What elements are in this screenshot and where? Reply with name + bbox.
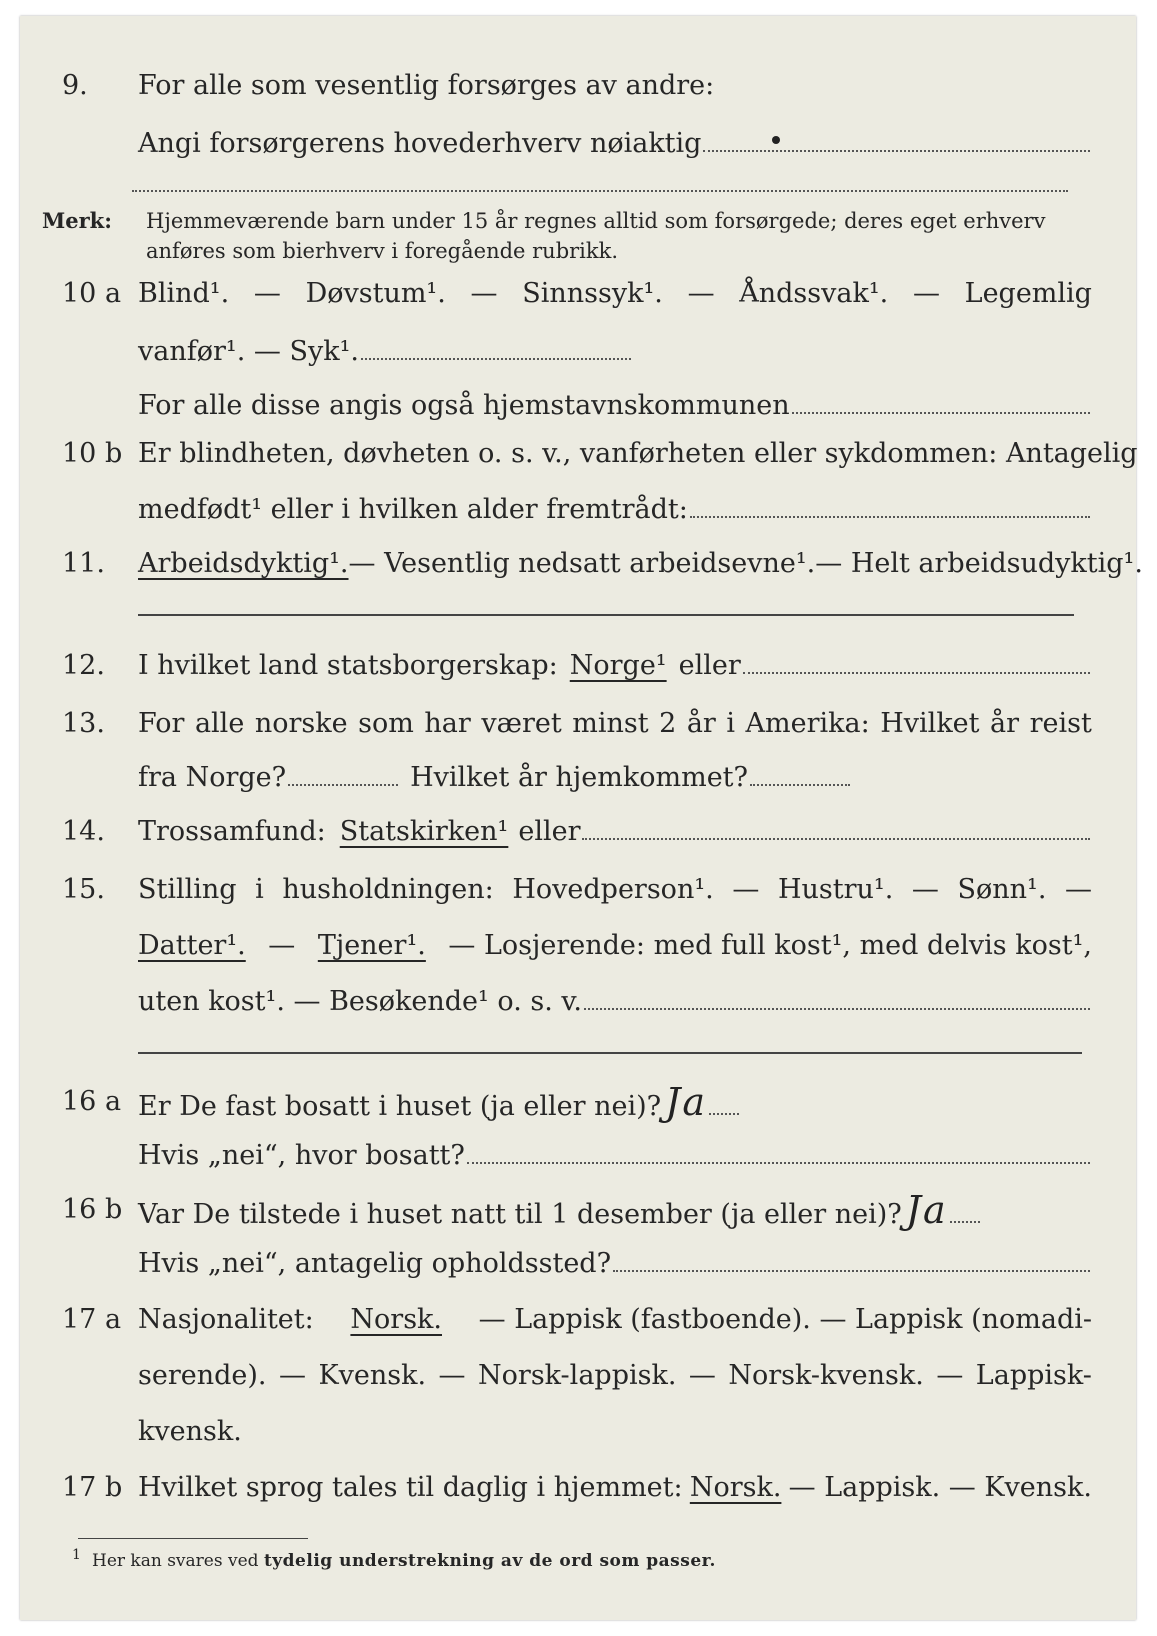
q17a-options: — Lappisk (fastboende). — Lappisk (nomadi- [478,1304,1092,1335]
q17b-option-norsk[interactable]: Norsk. [689,1472,782,1503]
q16b-answer[interactable]: Ja [905,1188,948,1232]
q9-answer-line-2[interactable] [132,190,1068,192]
q10a-answer-field[interactable] [361,336,631,360]
q16a-number: 16 a [62,1086,122,1117]
q13-returned: Hvilket år hjemkommet? [410,762,749,793]
footnote-text: Her kan svares ved [92,1551,264,1571]
q15-dash-1: — [268,930,296,961]
q15-answer-line [138,1052,1082,1054]
q14-or: eller [518,816,581,847]
q15-losjerende: — Losjerende: med full kost¹, med delvis kost¹, [448,930,1092,961]
q16b-answer-field[interactable] [950,1199,980,1223]
q17a-option-norsk[interactable]: Norsk. [350,1304,442,1335]
footnote-bold: tydelig understrekning av de ord som passer. [263,1551,716,1571]
q15-question: Stilling i husholdningen: Hovedperson¹. — Hustru¹. — Sønn¹. — [138,874,1092,905]
q9-number: 9. [62,70,88,101]
q9-subquestion: Angi forsørgerens hovederhverv nøiaktig [138,128,702,159]
q16a-question: Er De fast bosatt i huset (ja eller nei)? [138,1091,662,1122]
q14-option-statskirken[interactable]: Statskirken¹ [339,816,509,847]
q16b-number: 16 b [62,1194,123,1225]
q12-or: eller [678,650,741,681]
q10a-number: 10 a [62,278,122,309]
q14-answer-field[interactable] [582,816,1090,840]
q10b-question: Er blindheten, døvheten o. s. v., vanførheten eller sykdommen: Antagelig [138,438,1138,469]
q10a-options: Blind¹. — Døvstum¹. — Sinnssyk¹. — Åndssvak¹. — Legemlig [138,278,1092,309]
q11-option-reduced[interactable]: — Vesentlig nedsatt arbeidsevne¹. [348,548,816,579]
q10a-subquestion: For alle disse angis også hjemstavnskommunen [138,390,790,421]
q15-options-cont: uten kost¹. — Besøkende¹ o. s. v. [138,986,583,1017]
note-text-2: anføres som bierhverv i foregående rubrikk. [146,239,619,263]
q15-option-datter[interactable]: Datter¹. [138,930,246,961]
q17b-question: Hvilket sprog tales til daglig i hjemmet: [138,1472,683,1503]
q16b-subquestion: Hvis „nei“, antagelig opholdssted? [138,1248,612,1279]
q16a-answer[interactable]: Ja [665,1080,708,1124]
q17b-options: — Lappisk. — Kvensk. [788,1472,1092,1503]
q10b-answer-field[interactable] [690,494,1090,518]
q12-question: I hvilket land statsborgerskap: [138,650,558,681]
q13-question: For alle norske som har været minst 2 år i Amerika: Hvilket år reist [138,708,1092,739]
q9-answer-field[interactable] [703,128,1090,152]
q17a-number: 17 a [62,1304,122,1335]
q9-question: For alle som vesentlig forsørges av andre: [138,70,715,101]
q13-left-year-field[interactable] [288,762,398,786]
ink-mark [772,136,780,144]
q17b-number: 17 b [62,1472,123,1503]
q16b-location-field[interactable] [613,1248,1090,1272]
q17a-question: Nasjonalitet: [138,1304,314,1335]
q15-answer-field[interactable] [584,986,1090,1010]
q16b-question: Var De tilstede i huset natt til 1 desember (ja eller nei)? [138,1199,902,1230]
q14-question: Trossamfund: [138,816,326,847]
q16a-answer-field[interactable] [709,1091,739,1115]
census-form-page [20,16,1143,1620]
q16a-subquestion: Hvis „nei“, hvor bosatt? [138,1140,465,1171]
q12-number: 12. [62,650,105,681]
q11-option-unable[interactable]: — Helt arbeidsudyktig¹. [815,548,1143,579]
q11-number: 11. [62,548,105,579]
q14-number: 14. [62,816,105,847]
q13-number: 13. [62,708,105,739]
q10b-subquestion: medfødt¹ eller i hvilken alder fremtrådt: [138,494,688,525]
q12-answer-field[interactable] [743,650,1090,674]
footnote-rule [78,1538,308,1539]
q12-option-norge[interactable]: Norge¹ [569,650,667,681]
q11-option-able[interactable]: Arbeidsdyktig¹. [138,548,349,579]
q10a-options-cont: vanfør¹. — Syk¹. [138,336,359,367]
q11-answer-line [138,614,1074,616]
footnote [72,1547,716,1571]
q15-number: 15. [62,874,105,905]
q16a-residence-field[interactable] [467,1140,1090,1164]
note-text-1: Hjemmeværende barn under 15 år regnes alltid som forsørgede; deres eget erhverv [146,209,1046,233]
q10a-municipality-field[interactable] [792,390,1090,414]
footnote-mark: 1 [72,1547,81,1563]
note-label: Merk: [42,208,112,233]
q17a-options-cont: serende). — Kvensk. — Norsk-lappisk. — Norsk-kvensk. — Lappisk- [138,1360,1092,1391]
q10b-number: 10 b [62,438,123,469]
q15-option-tjener[interactable]: Tjener¹. [317,930,426,961]
q17a-options-end: kvensk. [138,1416,242,1447]
q13-left-norway: fra Norge? [138,762,287,793]
q13-returned-year-field[interactable] [750,762,850,786]
